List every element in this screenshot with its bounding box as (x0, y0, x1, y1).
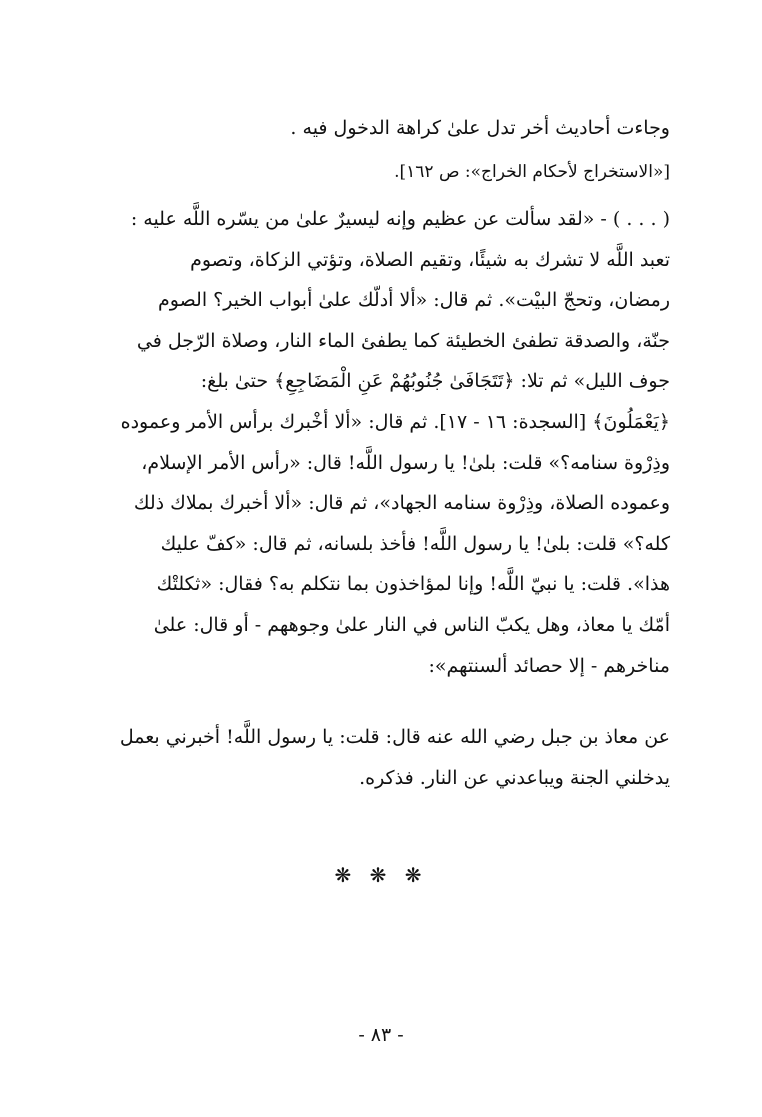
hadith-line: كله؟» قلت: بلىٰ! يا رسول اللَّه! فأخذ بلسانه، ثم قال: «كفّ عليك (160, 532, 670, 555)
source-reference (84, 152, 670, 193)
hadith-line: جنّة، والصدقة تطفئ الخطيئة كما يطفئ الماء النار، وصلاة الرّجل في (136, 329, 670, 352)
hadith-line: جوف الليل» ثم تلا: ﴿تَتَجَافَىٰ جُنُوبُهُمْ عَنِ الْمَضَاجِعِ﴾ حتىٰ بلغ: (200, 370, 670, 393)
narration-line: عن معاذ بن جبل رضي الله عنه قال: قلت: يا رسول اللَّه! أخبرني بعمل (119, 726, 670, 748)
hadith-line: ﴿يَعْمَلُونَ﴾ [السجدة: ١٦ - ١٧]. ثم قال: «ألا أخْبرك برأس الأمر وعموده (120, 410, 670, 433)
hadith-line: مناخرهم - إلا حصائد ألسنتهم»: (428, 654, 670, 677)
reference-line: [«الاستخراج لأحكام الخراج»: ص ١٦٢]. (394, 162, 670, 182)
narration-paragraph (84, 717, 670, 798)
hadith-line: وعموده الصلاة، وذِرْوة سنامه الجهاد»، ثم قال: «ألا أخبرك بملاك ذلك (133, 492, 670, 515)
hadith-line: تعبد اللَّه لا تشرك به شيئًا، وتقيم الصلاة، وتؤتي الزكاة، وتصوم (190, 248, 670, 271)
section-separator: ❋ ❋ ❋ (334, 863, 428, 887)
hadith-line: هذا». قلت: يا نبيّ اللَّه! وإنا لمؤاخذون بما نتكلم به؟ فقال: «ثكلتْك (156, 573, 670, 596)
narration-line: يدخلني الجنة ويباعدني عن النار. فذكره. (359, 766, 670, 789)
page-number: - ٨٣ - (358, 1024, 404, 1046)
hadith-paragraph (84, 199, 670, 686)
hadith-line: وذِرْوة سنامه؟» قلت: بلىٰ! يا رسول اللَّه! قال: «رأس الأمر الإسلام، (141, 451, 670, 474)
intro-paragraph (84, 108, 670, 149)
hadith-line: رمضان، وتحجّ البيْت». ثم قال: «ألا أدلّك علىٰ أبواب الخير؟ الصوم (157, 289, 670, 312)
hadith-line: ( . . . ) - «لقد سألت عن عظيم وإنه ليسيرٌ علىٰ من يسّره اللَّه عليه : (130, 208, 670, 230)
intro-line: وجاءت أحاديث أخر تدل علىٰ كراهة الدخول فيه . (290, 117, 670, 139)
hadith-line: أمّك يا معاذ، وهل يكبّ الناس في النار علىٰ وجوههم - أو قال: علىٰ (153, 613, 670, 636)
